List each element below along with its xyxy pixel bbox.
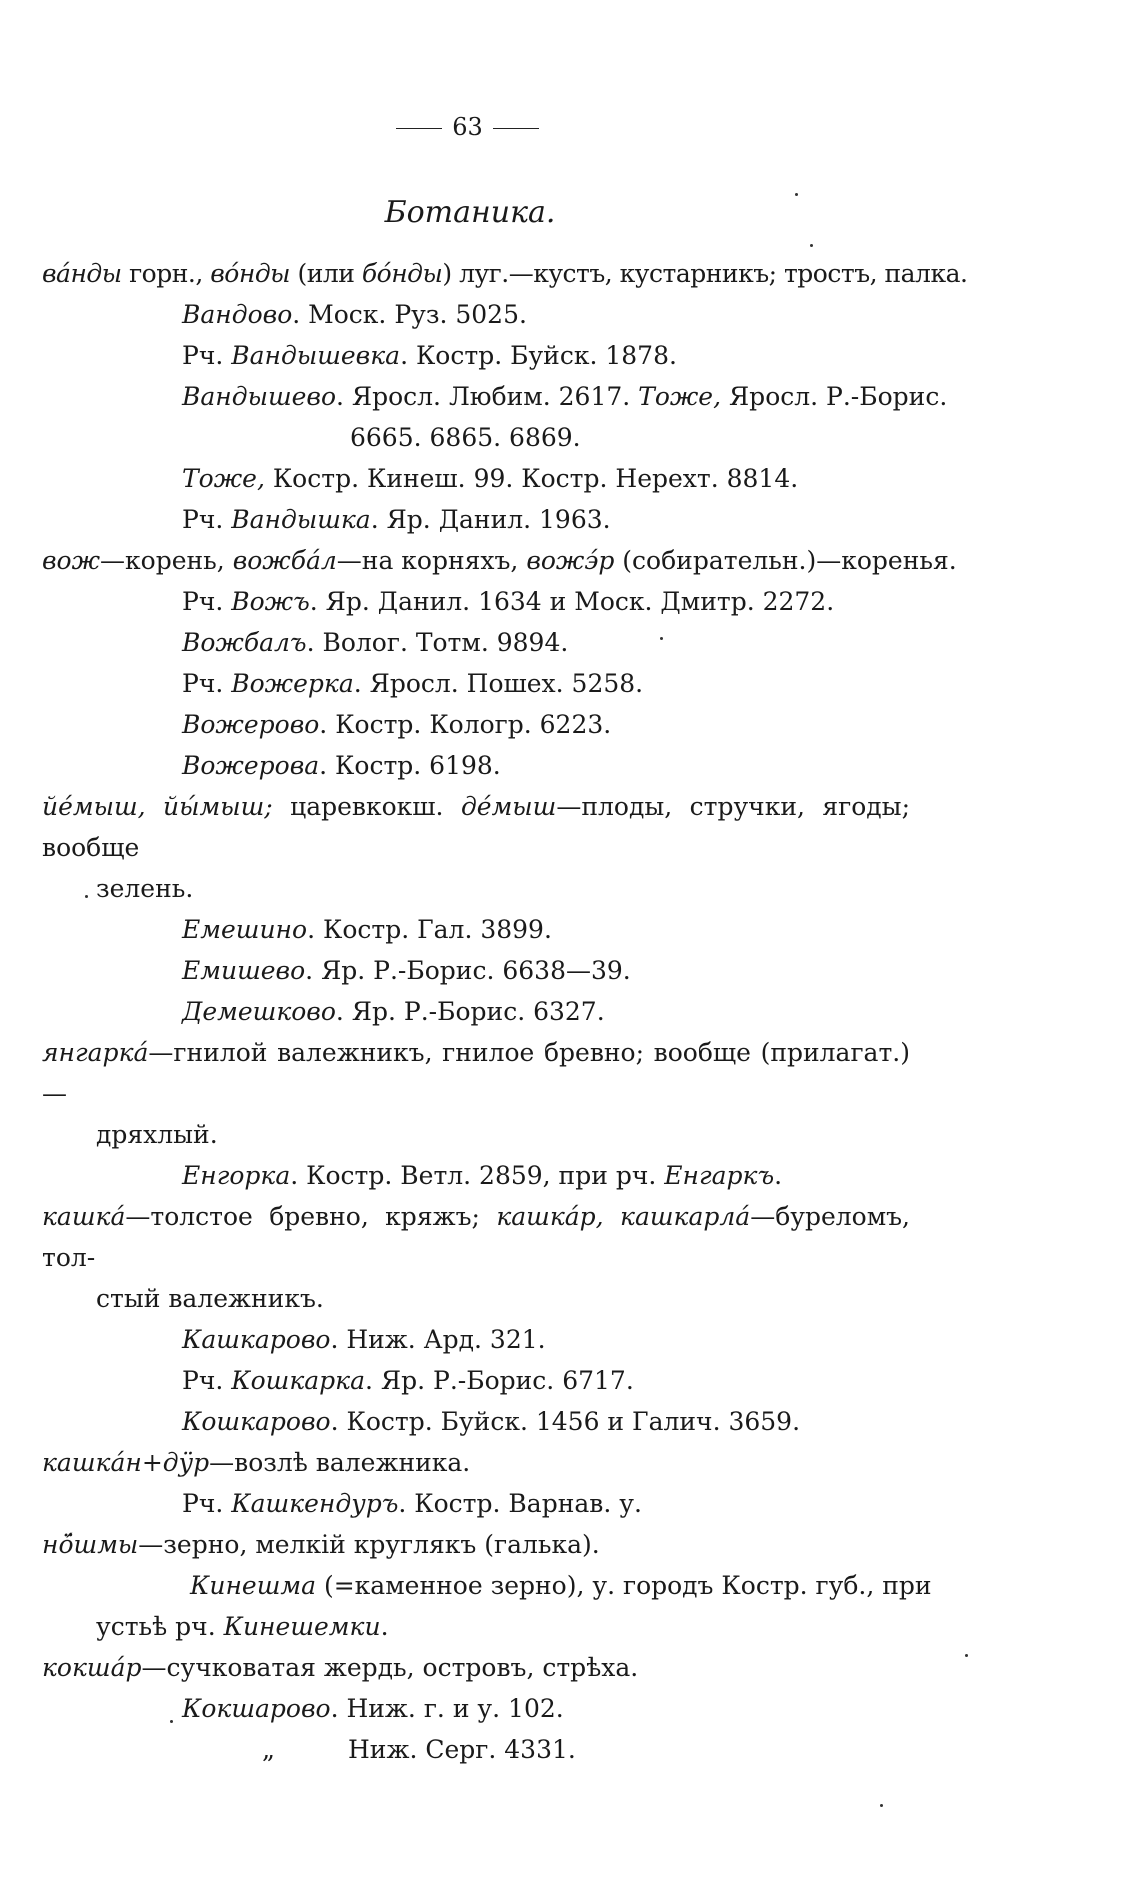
entry-vozh: вож—корень, вожба́л—на корняхъ, вожэ́р (собирательн.)—коренья. xyxy=(42,546,957,575)
page-number: 63 xyxy=(0,112,935,142)
print-speck xyxy=(660,637,663,640)
place-line-ditto: „ Ниж. Серг. 4331. xyxy=(262,1735,576,1764)
entry-noshmy: нӧ́шмы—зерно, мелкій круглякъ (галька). xyxy=(42,1530,600,1559)
place-line: Емишево. Яр. Р.-Борис. 6638—39. xyxy=(182,956,631,985)
print-speck xyxy=(170,1720,173,1723)
entry-vandy: ва́нды горн., во́нды (или бо́нды) луг.—кустъ, кустарникъ; тростъ, палка. xyxy=(42,259,968,288)
entry-continued: дряхлый. xyxy=(96,1120,218,1149)
entry-yangarka: янгарка́—гнилой валежникъ, гнилое бревно; вообще (прилагат.)— xyxy=(42,1038,910,1108)
section-title: Ботаника. xyxy=(384,195,556,230)
entry-kashka: кашка́—толстое бревно, кряжъ; кашка́р, кашкарла́—буреломъ, тол- xyxy=(42,1202,910,1272)
entry-continued: зелень. xyxy=(96,874,194,903)
place-line: Енгорка. Костр. Ветл. 2859, при рч. Енгаркъ. xyxy=(182,1161,783,1190)
print-speck xyxy=(965,1654,968,1657)
entry-kashkan-dyr: кашка́н+дӱр—возлѣ валежника. xyxy=(42,1448,471,1477)
place-line: Рч. Вандышевка. Костр. Буйск. 1878. xyxy=(182,341,677,370)
place-line: Кошкарово. Костр. Буйск. 1456 и Галич. 3659. xyxy=(182,1407,801,1436)
place-line: Вожерова. Костр. 6198. xyxy=(182,751,501,780)
print-speck xyxy=(795,193,798,196)
place-line-continued: 6665. 6865. 6869. xyxy=(350,423,581,452)
entry-continued: стый валежникъ. xyxy=(96,1284,324,1313)
place-line: Тоже, Костр. Кинеш. 99. Костр. Нерехт. 8814. xyxy=(182,464,799,493)
place-line: Демешково. Яр. Р.-Борис. 6327. xyxy=(182,997,605,1026)
place-line: Вожерово. Костр. Кологр. 6223. xyxy=(182,710,612,739)
place-line: Рч. Кошкарка. Яр. Р.-Борис. 6717. xyxy=(182,1366,634,1395)
place-line: Кашкарово. Ниж. Ард. 321. xyxy=(182,1325,546,1354)
place-line: Кокшарово. Ниж. г. и у. 102. xyxy=(182,1694,564,1723)
print-speck xyxy=(810,244,813,247)
place-line: Рч. Кашкендуръ. Костр. Варнав. у. xyxy=(182,1489,642,1518)
place-line: Рч. Вожъ. Яр. Данил. 1634 и Моск. Дмитр. 2272. xyxy=(182,587,835,616)
place-line: Вожбалъ. Волог. Тотм. 9894. xyxy=(182,628,569,657)
place-line: Кинешма (=каменное зерно), у. городъ Костр. губ., при xyxy=(190,1571,932,1600)
place-line: Рч. Вандышка. Яр. Данил. 1963. xyxy=(182,505,611,534)
place-line: Вандышево. Яросл. Любим. 2617. Тоже, Яросл. Р.-Борис. xyxy=(182,382,948,411)
entry-koksha: кокша́р—сучковатая жердь, островъ, стрѣха. xyxy=(42,1653,639,1682)
entries-list xyxy=(0,253,968,1770)
print-speck xyxy=(85,895,88,898)
left-rule xyxy=(396,128,442,129)
entry-continued: устьѣ рч. Кинешемки. xyxy=(96,1612,389,1641)
place-line: Емешино. Костр. Гал. 3899. xyxy=(182,915,552,944)
print-speck xyxy=(880,1804,883,1807)
place-line: Рч. Вожерка. Яросл. Пошех. 5258. xyxy=(182,669,644,698)
right-rule xyxy=(493,128,539,129)
place-line: Вандово. Моск. Руз. 5025. xyxy=(182,300,527,329)
entry-yemysh: йе́мыш, йы́мыш; царевкокш. де́мыш—плоды, стручки, ягоды; вообще xyxy=(42,792,911,862)
